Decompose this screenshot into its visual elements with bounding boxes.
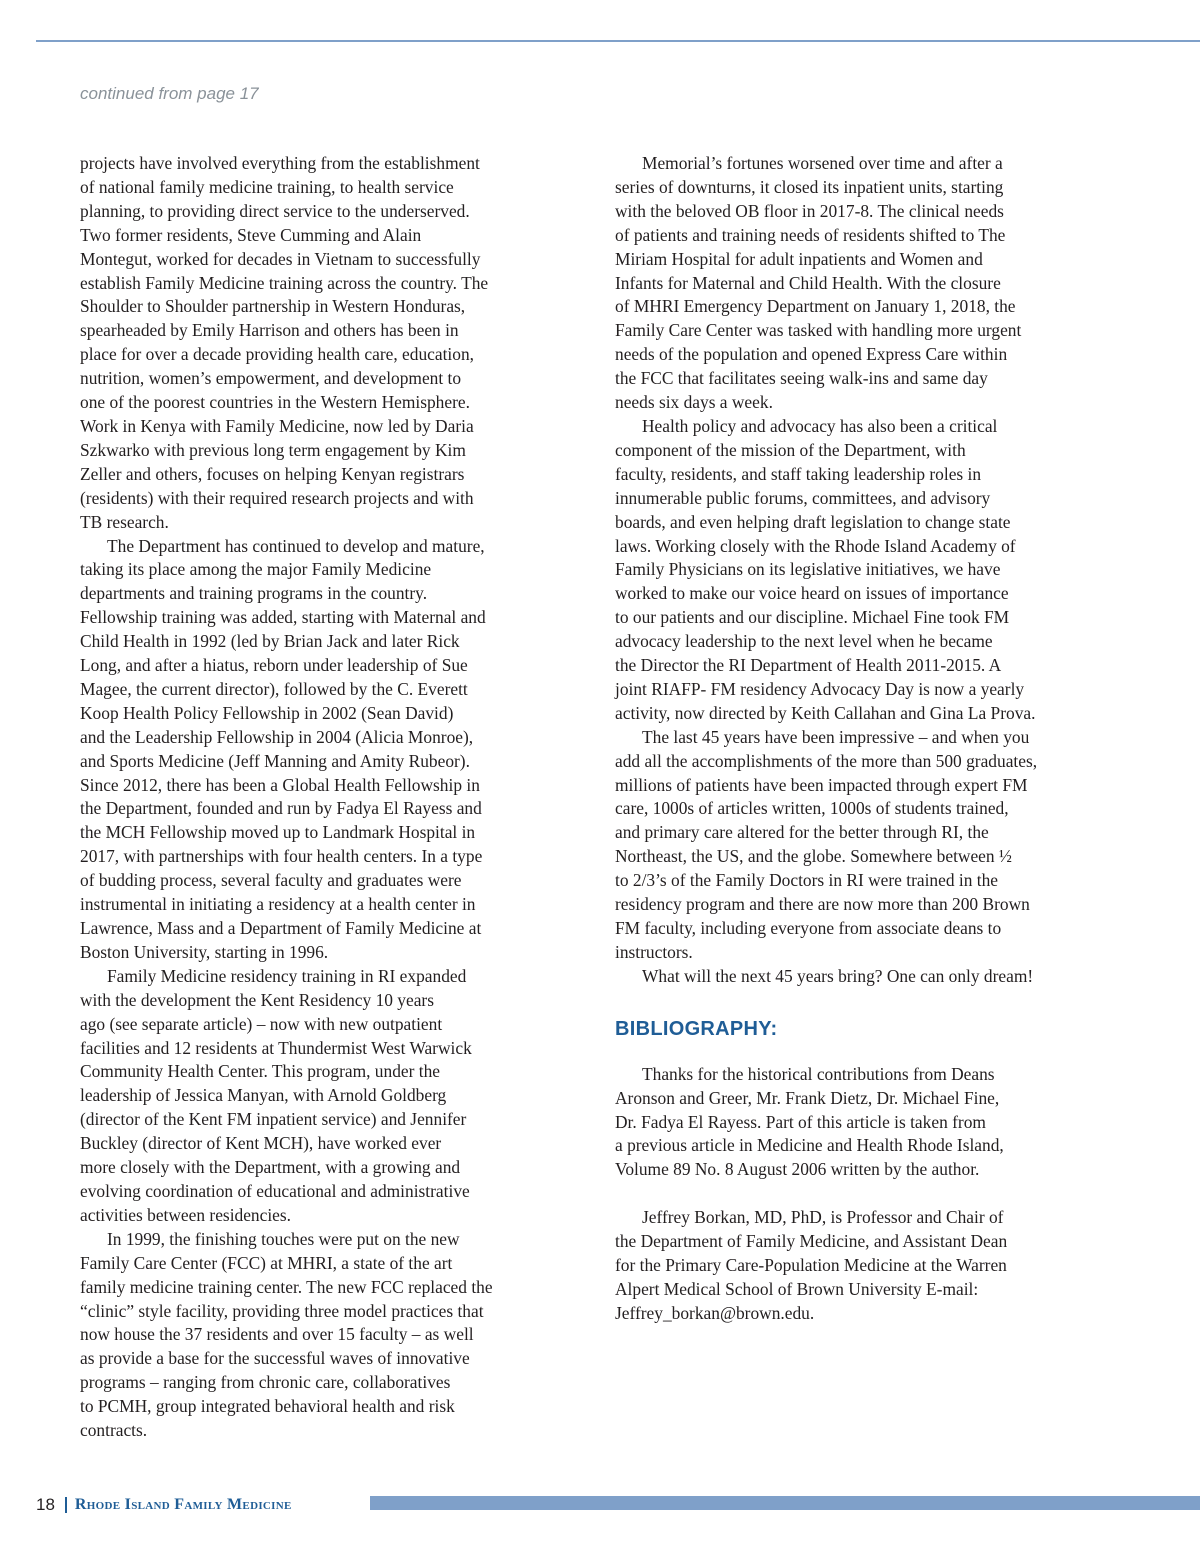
text-line: with the development the Kent Residency 10 years <box>80 989 434 1010</box>
text-line: 2017, with partnerships with four health centers. In a type <box>80 846 483 867</box>
text-line: needs of the population and opened Express Care within <box>615 344 1008 365</box>
text-line: ago (see separate article) – now with new outpatient <box>80 1013 443 1034</box>
text-line: as provide a base for the successful waves of innovative <box>80 1348 470 1369</box>
paragraph <box>615 1206 1130 1326</box>
text-line: needs six days a week. <box>615 392 773 413</box>
text-line: planning, to providing direct service to the underserved. <box>80 200 470 221</box>
text-line: Family Care Center (FCC) at MHRI, a state of the art <box>80 1252 453 1273</box>
text-line: activities between residencies. <box>80 1204 292 1225</box>
text-line: the Director the RI Department of Health 2011-2015. A <box>615 655 1002 676</box>
text-line: to our patients and our discipline. Michael Fine took FM <box>615 607 1010 628</box>
text-line: instrumental in initiating a residency at a health center in <box>80 894 476 915</box>
text-line: millions of patients have been impacted through expert FM <box>615 774 1028 795</box>
text-line: FM faculty, including everyone from associate deans to <box>615 918 1002 938</box>
text-line: residency program and there are now more than 200 Brown <box>615 894 1030 915</box>
text-line: with the beloved OB floor in 2017-8. The clinical needs <box>615 200 1004 221</box>
text-line: Fellowship training was added, starting with Maternal and <box>80 607 486 628</box>
text-line: taking its place among the major Family Medicine <box>80 559 432 580</box>
text-line: and Sports Medicine (Jeff Manning and Amity Rubeor). <box>80 750 470 771</box>
text-line: evolving coordination of educational and administrative <box>80 1180 470 1201</box>
text-line: Family Medicine residency training in RI expanded <box>107 965 467 986</box>
text-line: innumerable public forums, committees, and advisory <box>615 487 991 508</box>
text-line: add all the accomplishments of the more than 500 graduates, <box>615 750 1038 771</box>
paragraph <box>80 535 600 965</box>
text-line: the Department of Family Medicine, and Assistant Dean <box>615 1231 1008 1252</box>
text-line: activity, now directed by Keith Callahan and Gina La Prova. <box>615 702 1036 723</box>
paragraph <box>615 152 1130 415</box>
text-line: Northeast, the US, and the globe. Somewhere between ½ <box>615 846 1012 867</box>
text-line: projects have involved everything from the establishment <box>80 153 480 173</box>
text-line: Jeffrey Borkan, MD, PhD, is Professor and Chair of <box>642 1207 1004 1228</box>
text-line: Family Physicians on its legislative initiatives, we have <box>615 559 1001 580</box>
text-line: a previous article in Medicine and Health Rhode Island, <box>615 1135 1004 1156</box>
paragraph <box>80 152 600 535</box>
text-line: of patients and training needs of residents shifted to The <box>615 224 1006 245</box>
text-line: Work in Kenya with Family Medicine, now led by Daria <box>80 415 474 436</box>
text-line: Aronson and Greer, Mr. Frank Dietz, Dr. Michael Fine, <box>615 1087 1000 1108</box>
text-line: care, 1000s of articles written, 1000s of students trained, <box>615 798 1009 819</box>
text-line: Memorial’s fortunes worsened over time and after a <box>642 153 1003 173</box>
text-line: of budding process, several faculty and graduates were <box>80 870 462 891</box>
text-line: Shoulder to Shoulder partnership in Western Honduras, <box>80 296 466 317</box>
paragraph <box>615 965 1130 989</box>
text-line: Montegut, worked for decades in Vietnam to successfully <box>80 248 481 269</box>
text-line: Two former residents, Steve Cumming and Alain <box>80 224 422 245</box>
text-line: Since 2012, there has been a Global Health Fellowship in <box>80 774 480 795</box>
paragraph <box>615 1063 1130 1183</box>
text-line: TB research. <box>80 511 169 532</box>
text-line: leadership of Jessica Manyan, with Arnold Goldberg <box>80 1085 447 1106</box>
page-footer <box>36 1493 292 1517</box>
text-line: Thanks for the historical contributions from Deans <box>642 1063 995 1084</box>
text-line: Child Health in 1992 (led by Brian Jack and later Rick <box>80 631 460 652</box>
text-line: laws. Working closely with the Rhode Island Academy of <box>615 535 1016 556</box>
text-line: one of the poorest countries in the Western Hemisphere. <box>80 392 470 413</box>
paragraph <box>80 965 600 1228</box>
text-line: Zeller and others, focuses on helping Kenyan registrars <box>80 463 465 484</box>
text-line: spearheaded by Emily Harrison and others has been in <box>80 320 459 341</box>
text-line: Buckley (director of Kent MCH), have worked ever <box>80 1133 442 1154</box>
text-line: Infants for Maternal and Child Health. With the closure <box>615 272 1001 293</box>
text-line: Long, and after a hiatus, reborn under leadership of Sue <box>80 655 468 676</box>
page-number: 18 <box>36 1495 55 1514</box>
text-line: boards, and even helping draft legislation to change state <box>615 511 1011 532</box>
text-line: for the Primary Care-Population Medicine at the Warren <box>615 1254 1007 1275</box>
text-line: to PCMH, group integrated behavioral health and risk <box>80 1396 455 1417</box>
paragraph <box>615 726 1130 965</box>
text-line: departments and training programs in the country. <box>80 583 428 604</box>
text-line: series of downturns, it closed its inpatient units, starting <box>615 176 1004 197</box>
text-line: Dr. Fadya El Rayess. Part of this article is taken from <box>615 1111 986 1132</box>
text-line: (director of the Kent FM inpatient service) and Jennifer <box>80 1109 467 1130</box>
text-line: the Department, founded and run by Fadya El Rayess and <box>80 798 482 819</box>
text-line: Family Care Center was tasked with handling more urgent <box>615 320 1022 341</box>
text-line: the MCH Fellowship moved up to Landmark Hospital in <box>80 822 476 843</box>
paragraph <box>80 1228 600 1443</box>
text-line: facilities and 12 residents at Thundermist West Warwick <box>80 1037 472 1058</box>
text-line: of MHRI Emergency Department on January 1, 2018, the <box>615 296 1016 317</box>
text-line: Miriam Hospital for adult inpatients and Women and <box>615 248 983 269</box>
text-line: to 2/3’s of the Family Doctors in RI were trained in the <box>615 870 999 891</box>
text-line: Szkwarko with previous long term engagement by Kim <box>80 439 466 460</box>
text-line: establish Family Medicine training across the country. The <box>80 272 489 293</box>
continued-note: continued from page 17 <box>80 84 259 103</box>
text-line: The Department has continued to develop and mature, <box>107 535 485 556</box>
text-line: component of the mission of the Department, with <box>615 439 966 460</box>
text-line: and the Leadership Fellowship in 2004 (Alicia Monroe), <box>80 726 474 747</box>
text-line: “clinic” style facility, providing three model practices that <box>80 1300 484 1321</box>
text-line: nutrition, women’s empowerment, and development to <box>80 368 462 389</box>
text-line: (residents) with their required research projects and with <box>80 487 474 508</box>
bibliography-heading: BIBLIOGRAPHY: <box>615 1017 778 1040</box>
paragraph <box>615 415 1130 726</box>
text-line: Volume 89 No. 8 August 2006 written by the author. <box>615 1159 980 1180</box>
footer-bar <box>370 1496 1200 1510</box>
text-line: of national family medicine training, to health service <box>80 176 454 197</box>
text-line: Health policy and advocacy has also been a critical <box>642 415 998 436</box>
left-column <box>80 152 600 1443</box>
text-line: advocacy leadership to the next level when he became <box>615 631 993 652</box>
text-line: contracts. <box>80 1420 148 1441</box>
text-line: Lawrence, Mass and a Department of Family Medicine at <box>80 918 482 938</box>
text-line: worked to make our voice heard on issues of importance <box>615 583 1009 604</box>
text-line: now house the 37 residents and over 15 faculty – as well <box>80 1324 474 1345</box>
right-column <box>615 152 1130 1326</box>
text-line: Magee, the current director), followed by the C. Everett <box>80 678 468 699</box>
text-line: instructors. <box>615 941 693 962</box>
text-line: The last 45 years have been impressive – and when you <box>642 726 1030 747</box>
text-line: more closely with the Department, with a growing and <box>80 1157 461 1178</box>
footer-separator <box>65 1497 67 1513</box>
text-line: joint RIAFP- FM residency Advocacy Day is now a yearly <box>615 678 1025 699</box>
journal-name: Rhode Island Family Medicine <box>74 1496 292 1513</box>
text-line: and primary care altered for the better through RI, the <box>615 822 989 843</box>
text-line: faculty, residents, and staff taking leadership roles in <box>615 463 982 484</box>
text-line: programs – ranging from chronic care, collaboratives <box>80 1372 451 1393</box>
text-line: Boston University, starting in 1996. <box>80 941 329 962</box>
text-line: Koop Health Policy Fellowship in 2002 (Sean David) <box>80 702 454 723</box>
text-line: Community Health Center. This program, under the <box>80 1061 440 1082</box>
text-line: Alpert Medical School of Brown University E-mail: <box>615 1278 979 1299</box>
text-line: the FCC that facilitates seeing walk-ins and same day <box>615 368 988 389</box>
text-line: place for over a decade providing health care, education, <box>80 344 474 365</box>
text-line: Jeffrey_borkan@brown.edu. <box>615 1302 815 1323</box>
text-line: In 1999, the finishing touches were put on the new <box>107 1228 460 1249</box>
top-rule <box>36 40 1200 42</box>
text-line: family medicine training center. The new FCC replaced the <box>80 1276 493 1297</box>
text-line: What will the next 45 years bring? One can only dream! <box>642 965 1034 986</box>
